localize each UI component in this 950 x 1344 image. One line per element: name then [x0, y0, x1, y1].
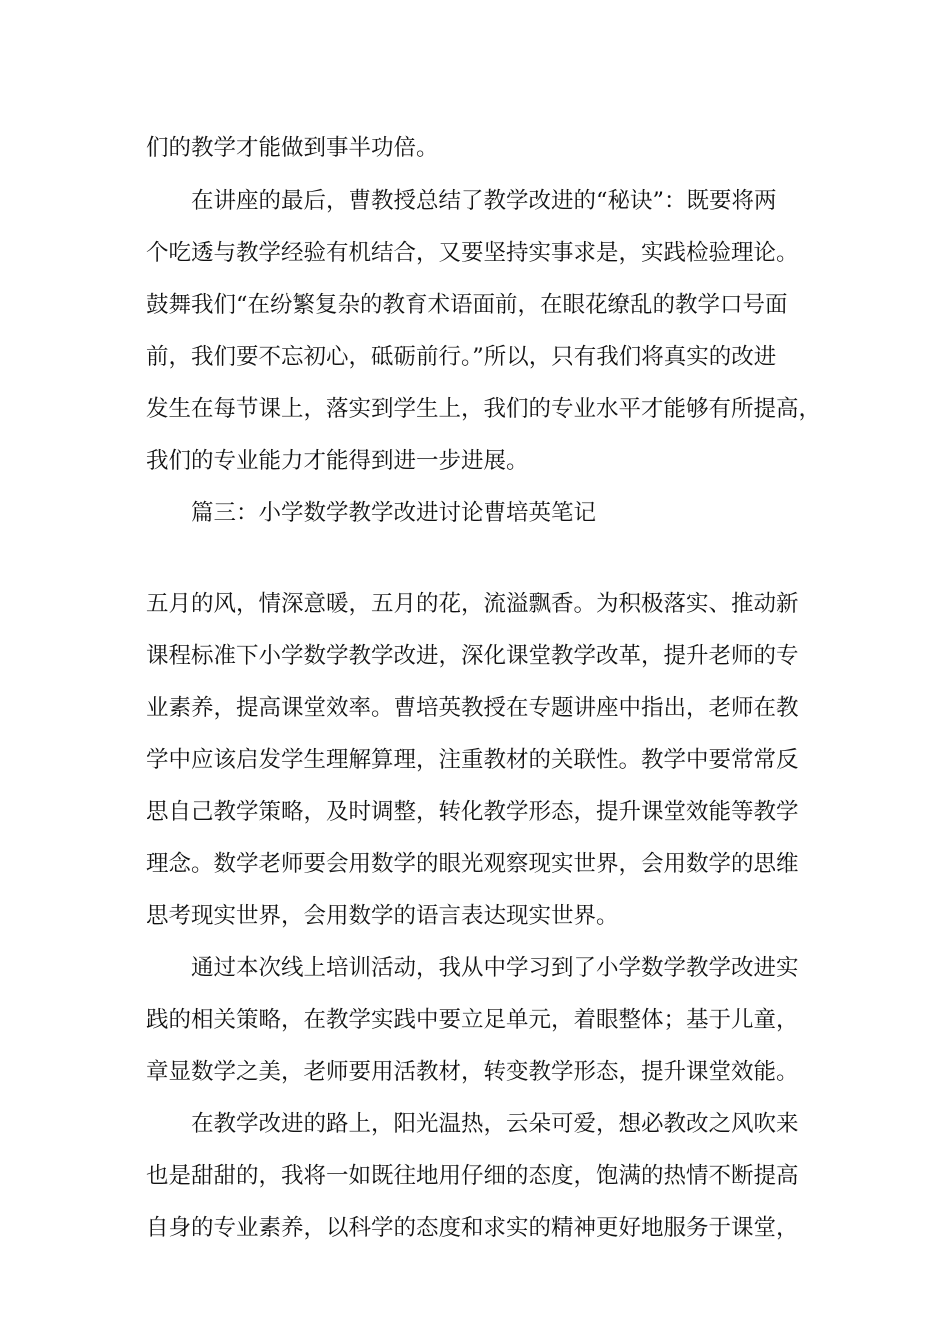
paragraph-line: 学中应该启发学生理解算理，注重教材的关联性。教学中要常常反	[146, 747, 799, 773]
paragraph-line: 课程标准下小学数学教学改进，深化课堂教学改革，提升老师的专	[146, 643, 799, 669]
paragraph-line: 五月的风，情深意暖，五月的花，流溢飘香。为积极落实、推动新	[146, 591, 799, 617]
paragraph-continuation-line: 们的教学才能做到事半功倍。	[146, 135, 439, 161]
paragraph-first-line: 在教学改进的路上，阳光温热，云朵可爱，想必教改之风吹来	[191, 1111, 799, 1137]
paragraph-line: 理念。数学老师要会用数学的眼光观察现实世界，会用数学的思维	[146, 851, 799, 877]
paragraph-line: 前，我们要不忘初心，砥砺前行。”所以，只有我们将真实的改进	[146, 344, 777, 370]
section-heading: 篇三：小学数学教学改进讨论曹培英笔记	[191, 500, 597, 526]
paragraph-first-line: 通过本次线上培训活动，我从中学习到了小学数学教学改进实	[191, 955, 799, 981]
paragraph-line: 也是甜甜的，我将一如既往地用仔细的态度，饱满的热情不断提高	[146, 1163, 799, 1189]
paragraph-first-line: 在讲座的最后，曹教授总结了教学改进的“秘诀”：既要将两	[191, 188, 777, 214]
paragraph-line: 发生在每节课上，落实到学生上，我们的专业水平才能够有所提高，	[146, 396, 822, 422]
paragraph-line: 鼓舞我们“在纷繁复杂的教育术语面前，在眼花缭乱的教学口号面	[146, 292, 788, 318]
paragraph-line: 思自己教学策略，及时调整，转化教学形态，提升课堂效能等教学	[146, 799, 799, 825]
paragraph-line: 业素养，提高课堂效率。曹培英教授在专题讲座中指出，老师在教	[146, 695, 799, 721]
paragraph-line: 自身的专业素养，以科学的态度和求实的精神更好地服务于课堂，	[146, 1215, 799, 1241]
paragraph-line: 思考现实世界，会用数学的语言表达现实世界。	[146, 903, 619, 929]
paragraph-line: 个吃透与教学经验有机结合，又要坚持实事求是，实践检验理论。	[146, 240, 799, 266]
paragraph-line: 践的相关策略，在教学实践中要立足单元，着眼整体；基于儿童，	[146, 1007, 799, 1033]
paragraph-line: 章显数学之美，老师要用活教材，转变教学形态，提升课堂效能。	[146, 1059, 799, 1085]
paragraph-line: 我们的专业能力才能得到进一步进展。	[146, 448, 529, 474]
